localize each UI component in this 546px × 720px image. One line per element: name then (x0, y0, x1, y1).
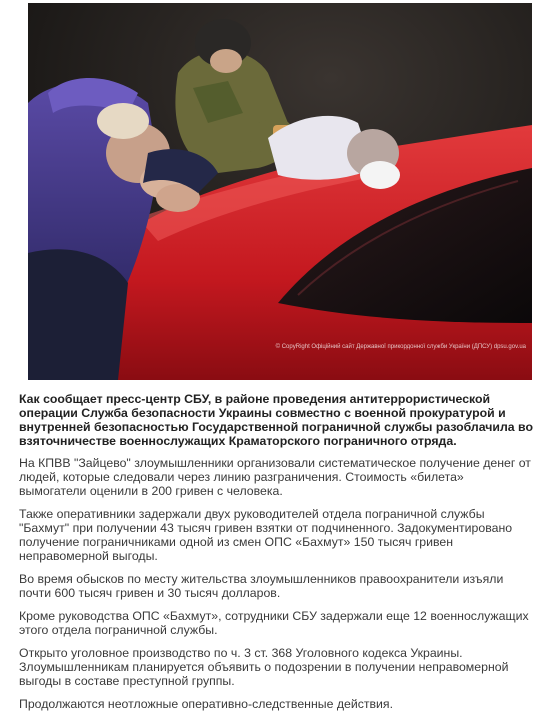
article-paragraph: На КПВВ "Зайцево" злоумышленники организовали систематическое получение денег от людей, которые следовали через линию разграничения. Стоимость «билета» вымогатели оценили в 200 гривен с человека. (19, 456, 531, 498)
photo-watermark: © CopyRight Офіційний сайт Державної прикордонної служби України (ДПСУ) dpsu.gov.ua (275, 344, 526, 350)
article-paragraph: Открыто уголовное производство по ч. 3 ст. 368 Уголовного кодекса Украины. Злоумышленникам планируется объявить о подозрении в получении неправомерной выгоды в составе преступной группы. (19, 646, 509, 688)
arrest-scene-illustration (28, 3, 532, 380)
article-paragraph: Также оперативники задержали двух руководителей отдела пограничной службы "Бахмут" при получении 43 тысяч гривен взятки от подчиненного. Задокументировано получение пограничниками одной из смен ОПС «Бахмут» 150 тысяч гривен неправомерной выгоды. (19, 507, 513, 563)
article-body (19, 392, 533, 720)
article-lead: Как сообщает пресс-центр СБУ, в районе проведения антитеррористической операции Служба безопасности Украины совместно с военной прокуратурой и внутренней безопасностью Государственной пограничной службы разоблачила во взяточничестве военнослужащих Краматорского пограничного отряда. (19, 392, 533, 448)
article-paragraph: Во время обысков по месту жительства злоумышленников правоохранители изъяли почти 600 тысяч гривен и 30 тысяч долларов. (19, 572, 504, 600)
news-photo (28, 3, 532, 380)
article-paragraph: Продолжаются неотложные оперативно-следственные действия. (19, 697, 393, 711)
article-paragraph: Кроме руководства ОПС «Бахмут», сотрудники СБУ задержали еще 12 военнослужащих этого отдела пограничной службы. (19, 609, 529, 637)
